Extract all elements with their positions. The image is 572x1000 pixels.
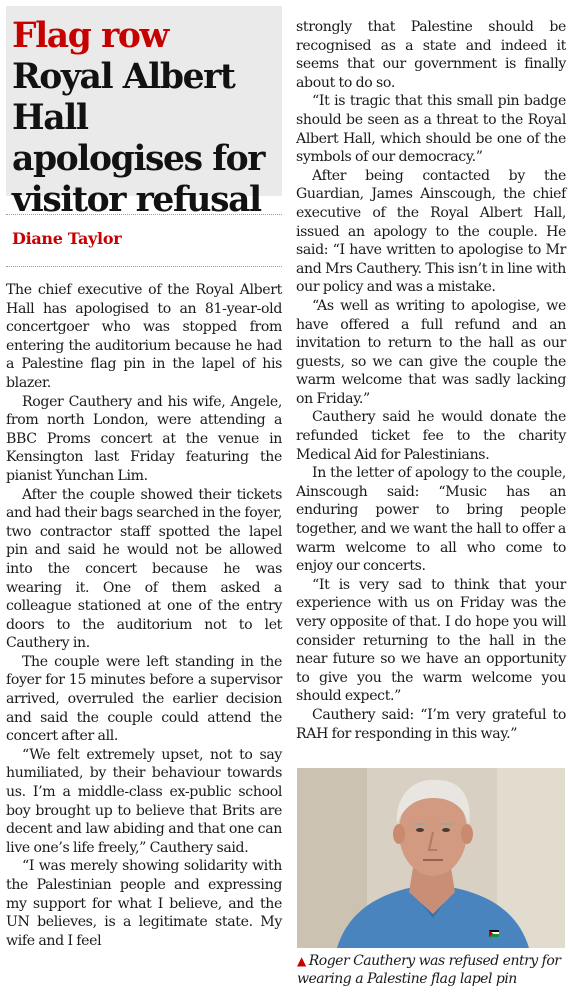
article-body-right: [296, 18, 566, 743]
portrait-photo: [297, 768, 565, 948]
paragraph: Roger Cauthery and his wife, Angele, from north London, were attending a BBC Proms concert at the venue in Kensington last Friday featuring the pianist Yunchan Lim.: [6, 393, 282, 484]
paragraph: “It is tragic that this small pin badge should be seen as a threat to the Royal Albert Hall, which should be one of the symbols of our democracy.”: [296, 93, 566, 166]
byline-bottom-divider: [6, 266, 282, 267]
paragraph: Cauthery said: “I’m very grateful to RAH for responding in this way.”: [296, 706, 566, 742]
paragraph: strongly that Palestine should be recognised as a state and indeed it seems that our government is finally about to do so.: [296, 19, 566, 91]
paragraph: “I was merely showing solidarity with the Palestinian people and expressing my support for what I believe, and the UN believes, is a legitimate state. My wife and I feel: [6, 858, 282, 949]
portrait-illustration: [297, 768, 565, 948]
headline-box: [6, 6, 282, 220]
triangle-up-icon: ▲: [297, 954, 306, 968]
paragraph: “We felt extremely upset, not to say humiliated, by their behaviour towards us. I’m a middle-class ex-public school boy brought up to believe that Brits are decent and law abiding and that one can live one’s life freely,” Cauthery said.: [6, 746, 282, 856]
right-column: [296, 18, 566, 743]
headline-text: Royal Albert Hall apologises for visitor refusal: [12, 57, 265, 220]
caption-text: Roger Cauthery was refused entry for wearing a Palestine flag lapel pin: [297, 953, 561, 987]
paragraph: “It is very sad to think that your experience with us on Friday was the very opposite of that. I do hope you will consider returning to the hall in the near future so we have an opportunity to give you the warm welcome you should expect.”: [296, 576, 566, 705]
paragraph: The couple were left standing in the foyer for 15 minutes before a supervisor arrived, overruled the earlier decision and said the couple could attend the concert after all.: [6, 653, 282, 745]
photo-caption: [297, 952, 567, 988]
headline: [12, 16, 276, 221]
paragraph: After the couple showed their tickets and had their bags searched in the foyer, two contractor staff spotted the lapel pin and said he would not be allowed into the concert because he was wearing it. One of them asked a colleague stationed at one of the entry doors to the auditorium not to let Cauthery in.: [6, 486, 282, 652]
byline: Diane Taylor: [12, 229, 122, 248]
paragraph: After being contacted by the Guardian, James Ainscough, the chief executive of the Royal Albert Hall, issued an apology to the couple. He said: “I have written to apologise to Mr and Mrs Cauthery. This isn’t in line with our policy and was a mistake.: [296, 167, 566, 296]
paragraph: The chief executive of the Royal Albert Hall has apologised to an 81-year-old concertgoer who was stopped from entering the auditorium because he had a Palestine flag pin in the lapel of his blazer.: [6, 282, 282, 391]
left-column: [6, 6, 282, 950]
headline-kicker: Flag row: [12, 16, 168, 56]
paragraph: “As well as writing to apologise, we have offered a full refund and an invitation to return to the hall as our guests, so we can give the couple the warm welcome that was sadly lacking on Friday.”: [296, 297, 566, 407]
paragraph: In the letter of apology to the couple, Ainscough said: “Music has an enduring power to bring people together, and we want the hall to offer a warm welcome to all who come to enjoy our concerts.: [296, 465, 566, 575]
article-body-left: [6, 281, 282, 950]
paragraph: Cauthery said he would donate the refunded ticket fee to the charity Medical Aid for Palestinians.: [296, 409, 566, 463]
